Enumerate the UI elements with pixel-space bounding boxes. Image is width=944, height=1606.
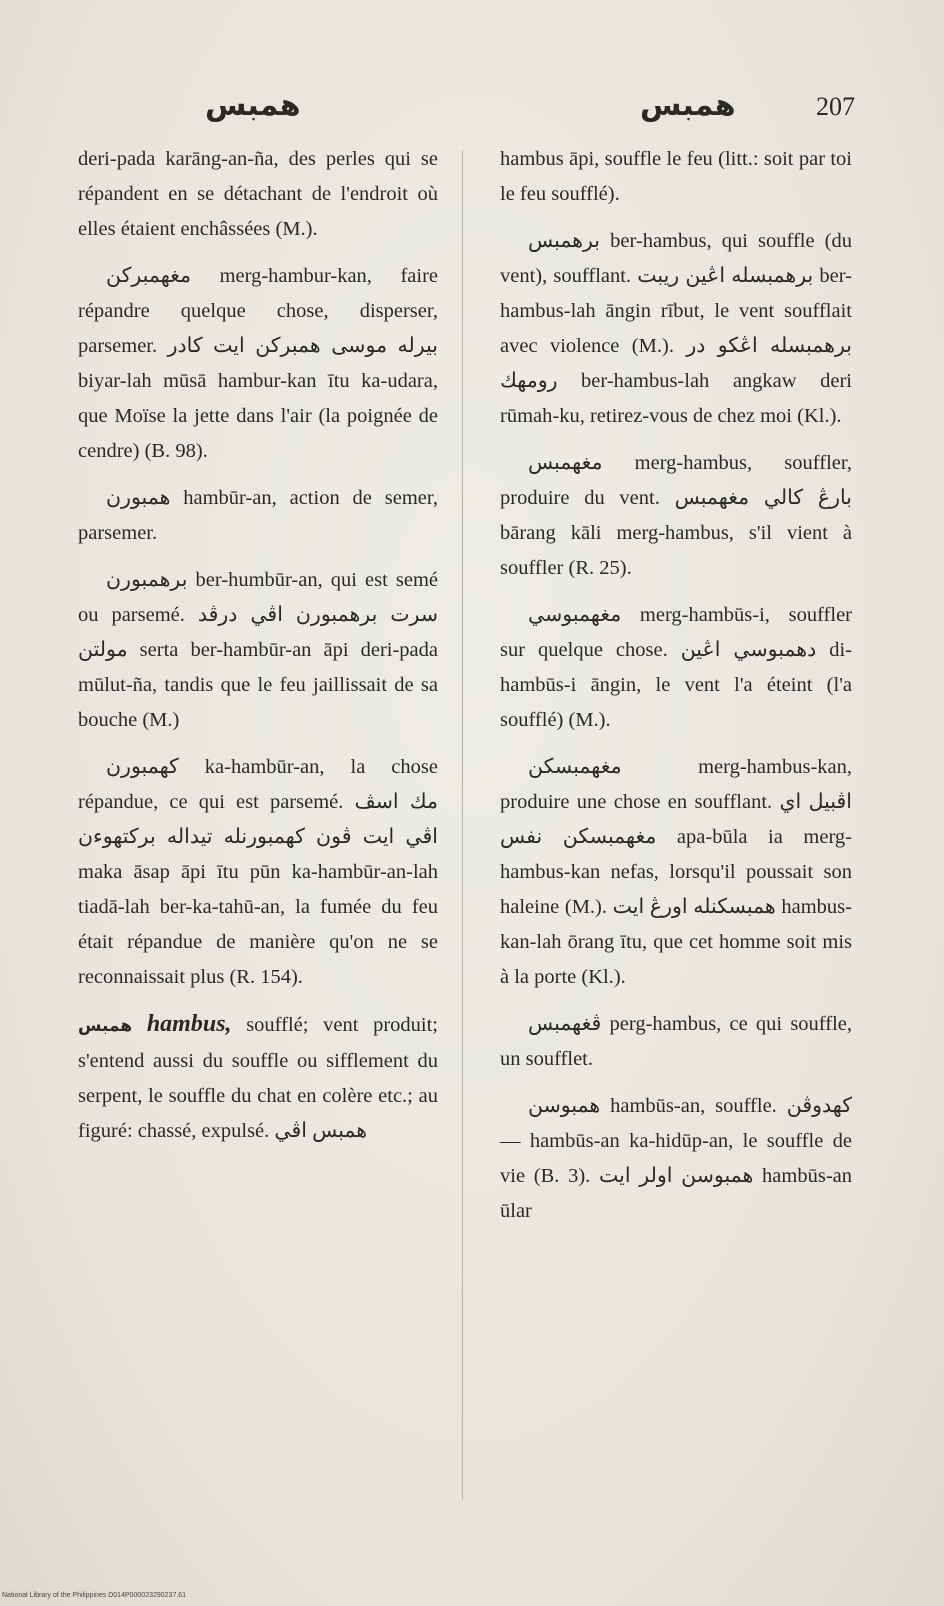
entry-paragraph: همبورن hambūr-an, action de semer, parsemer. <box>78 487 438 544</box>
right-column <box>500 142 852 1241</box>
entry-paragraph: مغهمبسکن merg-hambus-kan, produire une chose en soufflant. اڤبيل اي مغهمبسکن نفس apa-būla ia merg-hambus-kan nefas, lorsqu'il poussait son haleine (M.). همبسکنله اورڠ ايت hambus-kan-lah ōrang ītu, que cet homme soit mis à la porte (Kl.). <box>500 756 852 988</box>
entry-paragraph: برهمبس ber-hambus, qui souffle (du vent), soufflant. برهمبسله اڠين ريبت ber-hambus-lah āngin rībut, le vent soufflait avec violence (M.). برهمبسله اڠکو در رومهك ber-hambus-lah angkaw deri rūmah-ku, retirez-vous de chez moi (Kl.). <box>500 230 853 427</box>
entry-paragraph: مغهمبوسي merg-hambūs-i, souffler sur quelque chose. دهمبوسي اڠين di-hambūs-i āngin, le vent l'a éteint (l'a soufflé) (M.). <box>500 604 852 731</box>
entry-paragraph: ڤغهمبس perg-hambus, ce qui souffle, un soufflet. <box>500 1013 852 1070</box>
entry-jawi: همبس <box>78 1016 133 1036</box>
left-column <box>78 142 438 1161</box>
main-entry <box>78 1007 438 1149</box>
entry-paragraph: همبوسن hambūs-an, souffle. کهدوڤن — hambūs-an ka-hidūp-an, le souffle de vie (B. 3). همبوسن اولر ايت hambūs-an ūlar <box>500 1095 853 1222</box>
entry-paragraph: deri-pada karāng-an-ña, des perles qui se répandent en se détachant de l'endroit où elles étaient enchâssées (M.). <box>78 148 438 240</box>
entry-paragraph: مغهمبس merg-hambus, souffler, produire du vent. بارڠ کالي مغهمبس bārang kāli merg-hambus, s'il vient à souffler (R. 25). <box>500 452 852 579</box>
entry-definition: soufflé; vent produit; s'entend aussi du souffle ou sifflement du serpent, le souffle du chat en colère etc.; au figuré: chassé, expulsé. همبس اڤي <box>78 1014 438 1142</box>
entry-paragraph: کهمبورن ka-hambūr-an, la chose répandue, ce qui est parsemé. مك اسڤ اڤي ايت ڤون کهمبورنله تيداله برکتهوءن maka āsap āpi ītu pūn ka-hambūr-an-lah tiadā-lah ber-ka-tahū-an, la fumée du feu était répandue de manière qu'on ne se reconnaissait plus (R. 154). <box>78 756 438 988</box>
column-divider <box>462 150 463 1500</box>
entry-headword: hambus, <box>146 1011 232 1037</box>
right-running-head: همبس <box>640 88 736 123</box>
entry-paragraph: مغهمبرکن merg-hambur-kan, faire répandre quelque chose, disperser, parsemer. بيرله موسى همبرکن ايت کادر biyar-lah mūsā hambur-kan ītu ka-udara, que Moïse la jette dans l'air (la poignée de cendre) (B. 98). <box>78 265 438 462</box>
left-running-head: همبس <box>205 88 301 123</box>
entry-paragraph: برهمبورن ber-humbūr-an, qui est semé ou parsemé. سرت برهمبورن اڤي درڤد مولتن serta ber-hambūr-an āpi deri-pada mūlut-ña, tandis que le feu jaillissait de sa bouche (M.) <box>78 569 439 731</box>
page-number: 207 <box>816 92 855 121</box>
running-head <box>0 88 944 128</box>
scan-footer: National Library of the Philippines D014P000023290237.61 <box>2 1592 187 1599</box>
entry-paragraph: hambus āpi, souffle le feu (litt.: soit par toi le feu soufflé). <box>500 148 852 205</box>
